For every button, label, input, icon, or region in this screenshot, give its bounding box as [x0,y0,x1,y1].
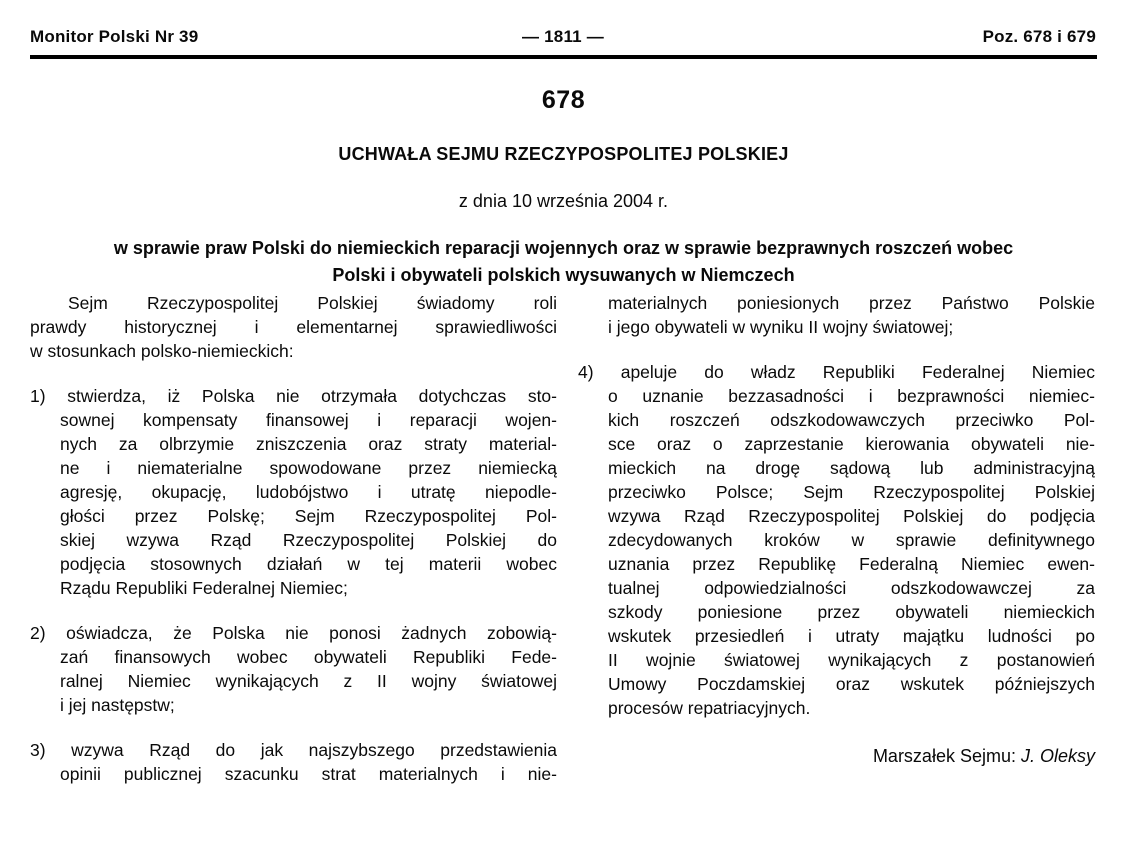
act-subject-line-1: w sprawie praw Polski do niemieckich reparacji wojennych oraz w sprawie bezprawnych roszczeń wobec [113,238,1014,258]
text-line: przeciwko Polsce; Sejm Rzeczypospolitej Polskiej [608,482,1095,502]
text-line: Umowy Poczdamskiej oraz wskutek późniejszych [608,674,1095,694]
text-line: skiej wzywa Rząd Rzeczypospolitej Polskiej do [60,530,557,550]
text-line: o uznanie bezzasadności i bezprawności niemiec- [608,386,1095,406]
text-line: 3) wzywa Rząd do jak najszybszego przedstawienia [30,740,557,760]
running-head [30,27,1096,47]
text-line: mieckich na drogę sądową lub administracyjną [608,458,1095,478]
text-line: i jego obywateli w wyniku II wojny światowej; [608,317,954,337]
text-line: nych za olbrzymie zniszczenia oraz straty material- [60,434,557,454]
left-column [30,291,557,786]
text-line: zdecydowanych kroków w sprawie definitywnego [608,530,1095,550]
intro-paragraph [30,291,557,363]
text-line: i jej następstw; [60,695,175,715]
text-line: ralnej Niemiec wynikających z II wojny światowej [60,671,557,691]
act-subject-line-2: Polski i obywateli polskich wysuwanych w Niemczech [332,265,795,285]
text-line: II wojnie światowej wynikających z postanowień [608,650,1095,670]
text-line: Sejm Rzeczypospolitej Polskiej świadomy roli [68,293,557,313]
text-line: sce oraz o zaprzestanie kierowania obywateli nie- [608,434,1095,454]
body-columns [30,291,1095,786]
text-line: materialnych poniesionych przez Państwo Polskie [608,293,1095,313]
text-line: agresję, okupację, ludobójstwo i utratę niepodle- [60,482,557,502]
text-line: opinii publicznej szacunku strat materialnych i nie- [60,764,557,784]
act-heading [0,86,1127,289]
act-title: UCHWAŁA SEJMU RZECZYPOSPOLITEJ POLSKIEJ [338,144,789,164]
text-line: tualnej odpowiedzialności odszkodowawczej za [608,578,1095,598]
text-line: 1) stwierdza, iż Polska nie otrzymała dotychczas sto- [30,386,557,406]
text-line: kich roszczeń odszkodowawczych przeciwko Pol- [608,410,1095,430]
text-line: sownej kompensaty finansowej i reparacji wojen- [60,410,557,430]
item-3 [30,738,557,786]
text-line: w stosunkach polsko-niemieckich: [30,341,294,361]
text-line: 4) apeluje do władz Republiki Federalnej Niemiec [578,362,1095,382]
page-number: — 1811 — [522,27,604,46]
text-line: podjęcia stosownych działań w tej materii wobec [60,554,557,574]
header-rule [30,55,1097,59]
text-line: wskutek przesiedleń i utraty majątku ludności po [608,626,1095,646]
text-line: 2) oświadcza, że Polska nie ponosi żadnych zobowią- [30,623,557,643]
text-line: procesów repatriacyjnych. [608,698,811,718]
text-line: Rządu Republiki Federalnej Niemiec; [60,578,348,598]
signature-line [873,746,1095,767]
text-line: wzywa Rząd Rzeczypospolitej Polskiej do podjęcia [608,506,1095,526]
publication-name: Monitor Polski Nr 39 [30,27,199,46]
text-line: szkody poniesione przez obywateli niemieckich [608,602,1095,622]
text-line: zań finansowych wobec obywateli Republiki Fede- [60,647,557,667]
item-3-continuation [578,291,1095,339]
position-numbers: Poz. 678 i 679 [982,27,1096,46]
text-line: prawdy historycznej i elementarnej sprawiedliwości [30,317,557,337]
act-number: 678 [541,86,586,114]
text-line: ne i niematerialne spowodowane przez niemiecką [60,458,557,478]
signature-label: Marszałek Sejmu: [872,746,1016,766]
act-date: z dnia 10 września 2004 r. [458,191,669,211]
item-4 [578,360,1095,720]
item-2 [30,621,557,717]
item-1 [30,384,557,600]
text-line: głości przez Polskę; Sejm Rzeczypospolitej Pol- [60,506,557,526]
signature-name: J. Oleksy [1020,746,1095,766]
right-column [578,291,1095,786]
text-line: uznania przez Republikę Federalną Niemiec ewen- [608,554,1095,574]
act-subject [0,235,1127,289]
